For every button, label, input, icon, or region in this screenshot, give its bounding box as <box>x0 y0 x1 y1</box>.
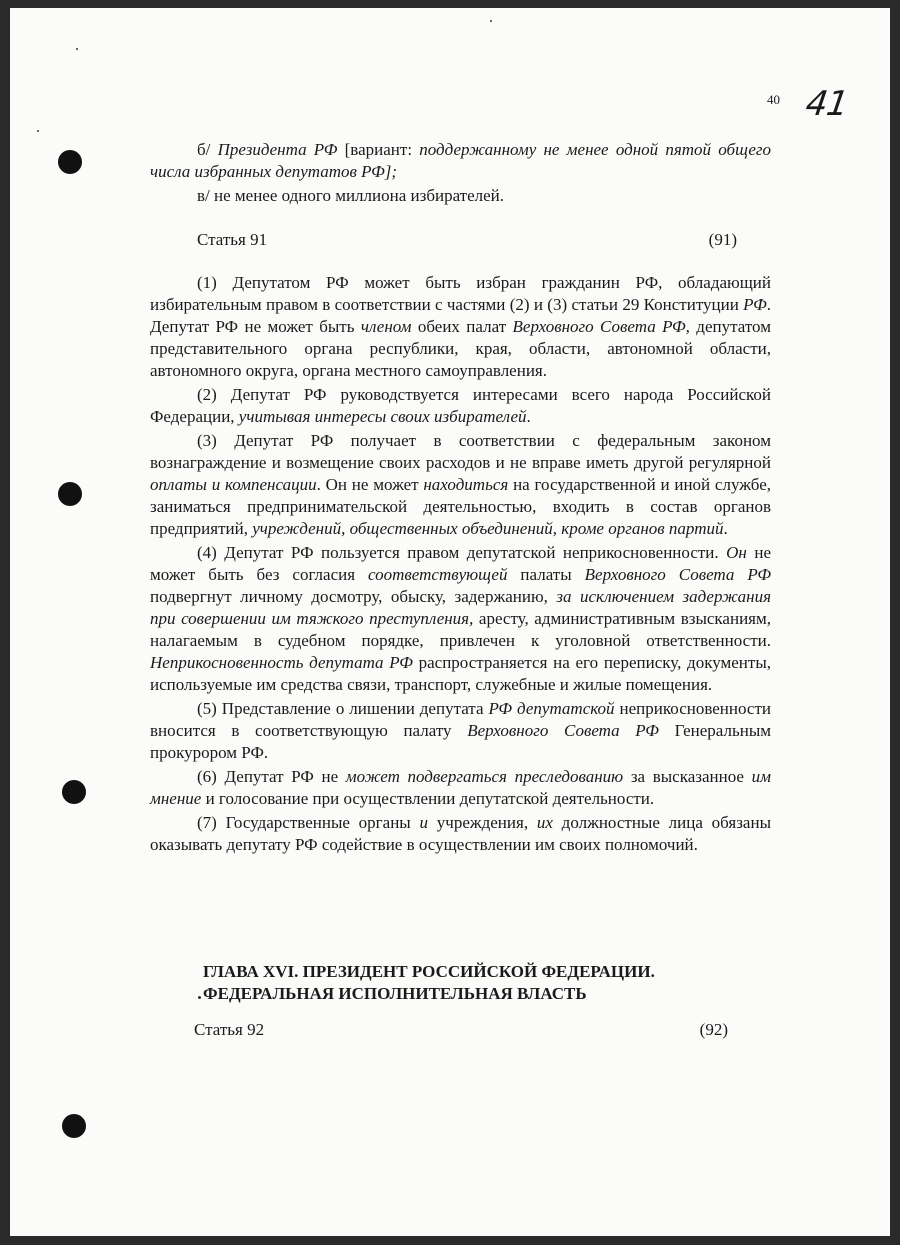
document-page <box>10 8 890 1236</box>
article-91-para-7: (7) Государственные органы и учреждения, их должностные лица обязаны оказывать депутату РФ содействие в осуществлении им своих полномочий. <box>150 813 771 854</box>
article-91-para-3: (3) Депутат РФ получает в соответствии с федеральным законом вознаграждение и возмещение своих расходов и не вправе иметь другой регулярной оплаты и компенсации. Он не может находиться на государственной и иной службе, заниматься предпринимательской деятельностью, входить в состав органов предприятий, учреждений, общественных объединений, кроме органов партий. <box>150 431 771 538</box>
punch-hole <box>58 482 82 506</box>
article-91-number: (91) <box>708 230 737 249</box>
article-92-number: (92) <box>699 1020 728 1039</box>
chapter-title-line-1: ГЛАВА XVI. ПРЕЗИДЕНТ РОССИЙСКОЙ ФЕДЕРАЦИИ. <box>203 962 655 981</box>
speck <box>198 996 201 999</box>
article-92-title: Статья 92 <box>194 1020 265 1039</box>
article-91-para-4: (4) Депутат РФ пользуется правом депутатской неприкосновенности. Он не может быть без согласия соответствующей палаты Верховного Совета РФ подвергнут личному досмотру, обыску, задержанию, за исключением задержания при совершении им тяжкого преступления, аресту, административным взысканиям, налагаемым в судебном порядке, привлечен к уголовной ответственности. Неприкосновенность депутата РФ распространяется на его переписку, документы, используемые им средства связи, транспорт, служебные и жилые помещения. <box>150 543 771 694</box>
intro-block <box>150 139 771 209</box>
article-91-title: Статья 91 <box>197 230 268 249</box>
speck <box>37 130 39 132</box>
article-91-body <box>150 272 771 858</box>
article-92-heading <box>194 1020 728 1040</box>
punch-hole <box>62 1114 86 1138</box>
punch-hole <box>62 780 86 804</box>
intro-line-2: в/ не менее одного миллиона избирателей. <box>197 186 505 205</box>
article-91-para-2: (2) Депутат РФ руководствуется интересами всего народа Российской Федерации, учитывая интересы своих избирателей. <box>150 385 771 426</box>
speck <box>490 20 492 22</box>
punch-hole <box>58 150 82 174</box>
intro-line-1: б/ Президента РФ [вариант: поддержанному не менее одной пятой общего числа избранных депутатов РФ]; <box>150 140 772 181</box>
page-number: 40 <box>767 92 780 107</box>
article-91-para-5: (5) Представление о лишении депутата РФ депутатской неприкосновенности вносится в соответствующую палату Верховного Совета РФ Генеральным прокурором РФ. <box>150 699 772 762</box>
speck <box>76 48 78 50</box>
chapter-title-line-2: ФЕДЕРАЛЬНАЯ ИСПОЛНИТЕЛЬНАЯ ВЛАСТЬ <box>203 984 587 1003</box>
handwritten-page-number: 41 <box>803 84 851 124</box>
article-91-heading <box>197 230 737 250</box>
chapter-heading <box>203 961 763 1005</box>
article-91-para-1: (1) Депутатом РФ может быть избран гражданин РФ, обладающий избирательным правом в соответствии с частями (2) и (3) статьи 29 Конституции РФ. Депутат РФ не может быть членом обеих палат Верховного Совета РФ, депутатом представительного органа республики, края, области, автономной области, автономного округа, органа местного самоуправления. <box>150 273 771 380</box>
article-91-para-6: (6) Депутат РФ не может подвергаться преследованию за высказанное им мнение и голосование при осуществлении депутатской деятельности. <box>150 767 771 808</box>
